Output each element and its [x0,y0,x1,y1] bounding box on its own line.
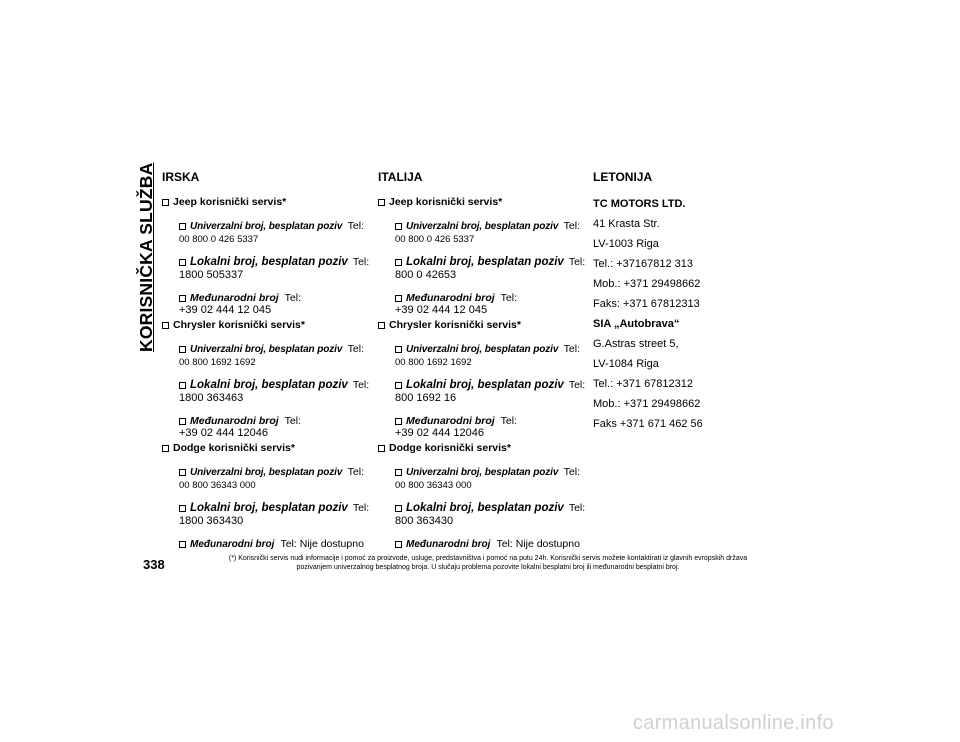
contact-line: 41 Krasta Str. [593,218,660,230]
phone-entry: Lokalni broj, besplatan poziv Tel: 1800 363463 [179,379,370,404]
phone-entry: Međunarodni broj Tel: +39 02 444 12 045 [162,292,364,317]
phone-number: 00 800 1692 1692 [179,357,256,368]
phone-number: 1800 363463 [179,392,244,404]
country-heading: ITALIJA [378,170,423,184]
phone-number: +39 02 444 12046 [395,427,485,439]
checkbox-square-icon [179,418,186,425]
service-heading: Dodge korisnički servis* [378,440,580,456]
phone-entry: Međunarodni broj Tel: +39 02 444 12046 [162,415,364,440]
phone-entry: Međunarodni broj Tel: Nije dostupno [162,538,364,550]
checkbox-square-icon [162,199,169,206]
service-heading: Chrysler korisnički servis* [162,317,364,333]
column-irska [162,170,370,550]
phone-number: 00 800 36343 000 [395,480,472,491]
phone-entry: Međunarodni broj Tel: +39 02 444 12046 [378,415,580,440]
contact-address-block [593,194,793,434]
checkbox-square-icon [162,445,169,452]
phone-number: 00 800 0 426 5337 [395,234,475,245]
contact-line: Mob.: +371 29498662 [593,398,701,410]
contact-line: Faks +371 671 462 56 [593,418,703,430]
checkbox-square-icon [395,505,402,512]
checkbox-square-icon [395,223,402,230]
checkbox-square-icon [179,382,186,389]
service-heading: Jeep korisnički servis* [162,194,364,210]
column-letonija [593,170,793,434]
contact-line: Mob.: +371 29498662 [593,278,701,290]
checkbox-square-icon [395,295,402,302]
service-heading: Jeep korisnički servis* [378,194,580,210]
contact-line: Tel.: +37167812 313 [593,258,694,270]
phone-entry: Lokalni broj, besplatan poziv Tel: 1800 363430 [179,502,370,527]
service-heading: Chrysler korisnički servis* [378,317,580,333]
contact-line: LV-1084 Riga [593,358,659,370]
service-heading: Dodge korisnički servis* [162,440,364,456]
phone-entry: Univerzalni broj, besplatan poziv Tel: 00 800 1692 1692 [179,343,364,368]
phone-number: 00 800 1692 1692 [395,357,472,368]
phone-number: 1800 505337 [179,269,244,281]
footnote: (*) Korisnički servis nudi informacije i pomoć za proizvode, usluge, predstavništva i pomoć na putu 24h. Korisnički servis možete kontaktirati iz glavnih evropskih država pozivanjem univerzalnog besplatnog broja. U slučaju problema pozovite lokalni besplatni broj ili međunarodni besplatni broj. [228,555,748,571]
contact-line: SIA „Autobrava“ [593,318,680,330]
page-number: 338 [143,557,165,572]
phone-entry: Lokalni broj, besplatan poziv Tel: 800 1692 16 [395,379,586,404]
contact-line: LV-1003 Riga [593,238,659,250]
country-heading: LETONIJA [593,170,653,184]
phone-entry: Lokalni broj, besplatan poziv Tel: 800 0 42653 [395,256,586,281]
phone-entry: Lokalni broj, besplatan poziv Tel: 1800 505337 [179,256,370,281]
side-title: KORISNIČKA SLUŽBA [136,162,156,352]
checkbox-square-icon [378,322,385,329]
watermark: carmanualsonline.info [633,712,834,734]
phone-entry: Univerzalni broj, besplatan poziv Tel: 00 800 0 426 5337 [179,220,364,245]
contact-line: Faks: +371 67812313 [593,298,700,310]
phone-number: 00 800 36343 000 [179,480,256,491]
phone-number: 1800 363430 [179,515,244,527]
checkbox-square-icon [179,346,186,353]
phone-entry: Univerzalni broj, besplatan poziv Tel: 00 800 36343 000 [179,466,364,491]
checkbox-square-icon [395,259,402,266]
contact-line: G.Astras street 5, [593,338,679,350]
checkbox-square-icon [378,199,385,206]
checkbox-square-icon [179,259,186,266]
contact-line: Tel.: +371 67812312 [593,378,694,390]
checkbox-square-icon [395,541,402,548]
contact-line: TC MOTORS LTD. [593,198,686,210]
phone-number: +39 02 444 12 045 [395,304,488,316]
checkbox-square-icon [395,418,402,425]
column-italija [378,170,586,550]
checkbox-square-icon [179,295,186,302]
phone-entry: Međunarodni broj Tel: +39 02 444 12 045 [378,292,580,317]
country-heading: IRSKA [162,170,200,184]
checkbox-square-icon [179,505,186,512]
phone-entry: Univerzalni broj, besplatan poziv Tel: 00 800 36343 000 [395,466,580,491]
checkbox-square-icon [162,322,169,329]
phone-number: 800 363430 [395,515,454,527]
checkbox-square-icon [179,541,186,548]
checkbox-square-icon [378,445,385,452]
phone-number: +39 02 444 12046 [179,427,269,439]
phone-entry: Univerzalni broj, besplatan poziv Tel: 00 800 1692 1692 [395,343,580,368]
checkbox-square-icon [179,469,186,476]
phone-entry: Univerzalni broj, besplatan poziv Tel: 00 800 0 426 5337 [395,220,580,245]
checkbox-square-icon [395,346,402,353]
checkbox-square-icon [179,223,186,230]
phone-entry: Lokalni broj, besplatan poziv Tel: 800 363430 [395,502,586,527]
phone-number: +39 02 444 12 045 [179,304,272,316]
phone-number: 800 1692 16 [395,392,457,404]
phone-number: 00 800 0 426 5337 [179,234,259,245]
phone-entry: Međunarodni broj Tel: Nije dostupno [378,538,580,550]
checkbox-square-icon [395,469,402,476]
checkbox-square-icon [395,382,402,389]
phone-number: 800 0 42653 [395,269,457,281]
